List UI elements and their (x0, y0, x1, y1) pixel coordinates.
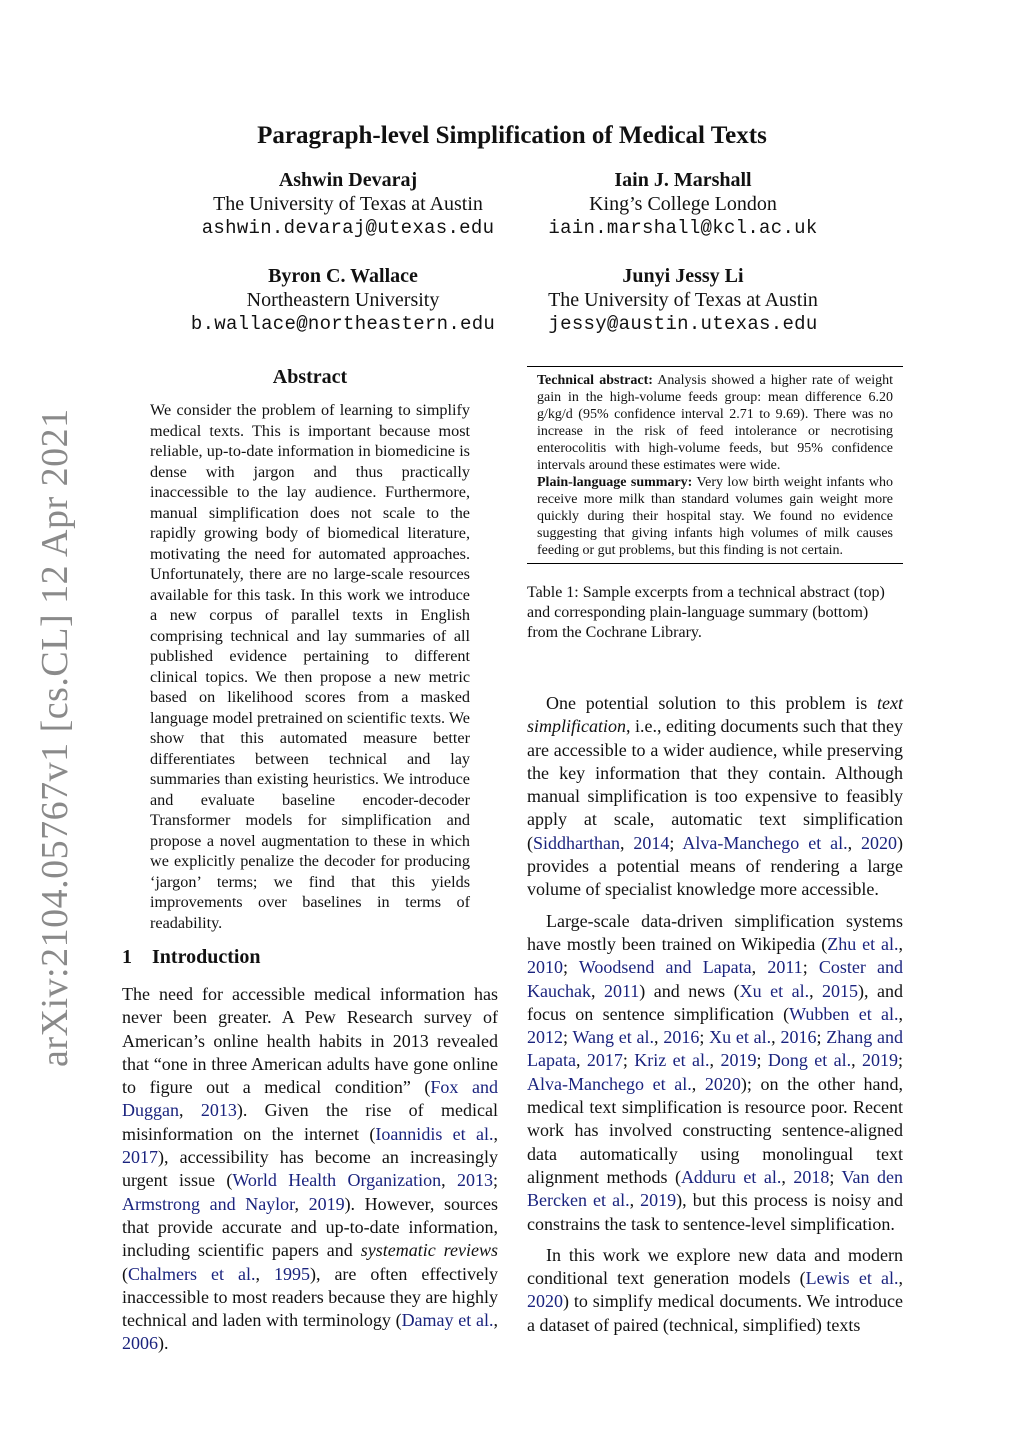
citation-link[interactable]: Wubben et al. (789, 1003, 899, 1024)
citation-link[interactable]: Coster and Kauchak (527, 957, 904, 1001)
paragraph-text: , (620, 832, 634, 853)
citation-link[interactable]: Woodsend and Lapata (578, 957, 752, 978)
paragraph-text: ), are often effectively inaccessible to most readers because they are highly technical and laden with terminology ( (122, 1263, 499, 1331)
paragraph-text: , (441, 1170, 457, 1191)
paragraph-text: Large-scale data-driven simplification systems have mostly been trained on Wikipedia ( (527, 910, 903, 954)
author-email[interactable]: jessy@austin.utexas.edu (548, 313, 818, 335)
paragraph-text: , (709, 1050, 721, 1071)
table-1 (527, 366, 903, 564)
intro-column-right (527, 692, 903, 1345)
paragraph-text: , (179, 1100, 201, 1121)
paragraph (527, 910, 903, 1236)
citation-link[interactable]: Fox and Duggan (122, 1077, 499, 1121)
citation-link[interactable]: Dong et al. (767, 1050, 852, 1071)
citation-link[interactable]: 2013 (200, 1100, 237, 1121)
citation-link[interactable]: 2011 (603, 980, 640, 1001)
citation-link[interactable]: Armstrong and Naylor (122, 1193, 295, 1214)
citation-link[interactable]: Alva-Manchego et al. (682, 832, 848, 853)
citation-link[interactable]: 2010 (527, 957, 563, 978)
author-email[interactable]: ashwin.devaraj@utexas.edu (201, 217, 495, 239)
intro-column-left (122, 983, 498, 1356)
paragraph-text: ). Given the rise of medical misinformation on the internet ( (122, 1100, 498, 1144)
citation-link[interactable]: 2018 (793, 1166, 830, 1187)
table-row-plain (537, 474, 893, 559)
paragraph-text: ; (669, 832, 683, 853)
paragraph-text: , (898, 933, 903, 954)
author-name: Iain J. Marshall (614, 169, 752, 191)
citation-link[interactable]: 2019 (862, 1050, 899, 1071)
paragraph-text: In this work we explore new data and modern conditional text generation models ( (527, 1244, 903, 1289)
citation-link[interactable]: World Health Organization (232, 1170, 442, 1191)
abstract-text: We consider the problem of learning to simplify medical texts. This is important because most reliable, up-to-date information in biomedicine is dense with jargon and thus practically inaccessible to the lay audience. Furthermore, manual simplification does not scale to the rapidly growing body of biomedical literature, motivating the need for automated approaches. Unfortunately, there are no large-scale resources available for this task. In this work we introduce a new corpus of parallel texts in English comprising technical and lay summaries of all published evidence pertaining to different clinical topics. We then propose a new metric based on likelihood scores from a masked language model pretrained on scientific texts. We show that this automated measure better differentiates between technical and lay summaries than existing heuristics. We introduce and evaluate baseline encoder-decoder Transformer models for simplification and propose a novel augmentation to these in which we explicitly penalize the decoder for producing ‘jargon’ terms; we find that this yields improvements over baselines in terms of readability. (150, 401, 470, 932)
paragraph-text: ). (158, 1333, 169, 1354)
author-affiliation: The University of Texas at Austin (213, 193, 483, 215)
citation-link[interactable]: 2017 (586, 1050, 623, 1071)
table-row-technical (537, 372, 893, 474)
table-text-technical: Analysis showed a higher rate of weight gain in the high-volume feeds group: mean difference 6.20 g/kg/d (95% confidence interval 2.71 to 9.69). There was no increase in the risk of feed intolerance or necrotising enterocolitis with high-volume feeds, but 95% confidence intervals around these estimates were wide. (537, 373, 893, 473)
paragraph-text: The need for accessible medical information has never been greater. A Pew Research survey of American’s online health habits in 2013 revealed that “one in three American adults have gone online to figure out a medical condition” ( (122, 984, 498, 1098)
paragraph-text: ; (816, 1027, 827, 1048)
citation-link[interactable]: Van den Bercken et al. (527, 1166, 903, 1211)
author-block (523, 264, 843, 336)
author-block (188, 168, 508, 240)
paragraph-text: ; (756, 1050, 768, 1071)
table-text-plain: Very low birth weight infants who receive more milk than standard volumes gain weight more quickly during their hospital stay. We found no evidence suggesting that giving infants high volumes of milk causes feeding or gut problems, but this finding is not certain. (537, 475, 893, 558)
citation-link[interactable]: 2017 (122, 1147, 158, 1168)
section-title: Introduction (152, 946, 261, 968)
section-heading (122, 946, 261, 969)
table-label-technical: Technical abstract: (537, 373, 653, 388)
citation-link[interactable]: Xu et al. (709, 1027, 772, 1048)
emphasis-text: systematic reviews (360, 1240, 498, 1261)
citation-link[interactable]: 2006 (122, 1333, 158, 1354)
paragraph-text: , (898, 1268, 903, 1289)
abstract-heading: Abstract (272, 366, 348, 388)
citation-link[interactable]: 2013 (457, 1170, 493, 1191)
paragraph-text: , (255, 1263, 274, 1284)
paragraph-text: , (629, 1190, 641, 1211)
paragraph-text: ) and news ( (639, 980, 740, 1001)
citation-link[interactable]: 2020 (861, 832, 898, 853)
paragraph-text: , (847, 832, 862, 853)
paragraph-text: ), accessibility has become an increasingly urgent issue ( (122, 1147, 498, 1191)
citation-link[interactable]: 2012 (527, 1027, 563, 1048)
paragraph-text: One potential solution to this problem is (546, 693, 878, 713)
paragraph-text: , (851, 1050, 863, 1071)
citation-link[interactable]: Kriz et al. (634, 1050, 710, 1071)
section-number: 1 (122, 946, 132, 968)
paragraph (122, 983, 498, 1356)
citation-link[interactable]: 2016 (780, 1027, 817, 1048)
table-label-plain: Plain-language summary: (537, 475, 693, 490)
citation-link[interactable]: Zhang and Lapata (527, 1027, 903, 1071)
paragraph-text: ; (829, 1166, 842, 1187)
citation-link[interactable]: Wang et al. (572, 1027, 655, 1048)
table-caption: Table 1: Sample excerpts from a technical abstract (top) and corresponding plain-language summary (bottom) from the Cochrane Library. (527, 584, 885, 641)
citation-link[interactable]: Xu et al. (739, 980, 810, 1001)
paragraph-text: , (294, 1193, 309, 1214)
author-email[interactable]: b.wallace@northeastern.edu (190, 313, 496, 335)
paragraph-text: ) provides a potential means of rendering a large volume of specialist knowledge more accessible. (527, 832, 904, 900)
citation-link[interactable]: 2019 (640, 1190, 677, 1211)
author-affiliation: Northeastern University (246, 289, 440, 311)
paper-title: Paragraph-level Simplification of Medical Texts (257, 122, 767, 149)
author-affiliation: King’s College London (589, 193, 777, 215)
paragraph-text: , (751, 957, 768, 978)
paragraph-text: ; (563, 1027, 573, 1048)
paragraph-text: , (781, 1166, 794, 1187)
author-block (168, 264, 518, 336)
paragraph-text: ; (802, 957, 819, 978)
paragraph-text: ; (563, 957, 579, 978)
paragraph-text: ; (493, 1170, 499, 1191)
paragraph-text: ; (699, 1027, 710, 1048)
citation-link[interactable]: 2019 (720, 1050, 757, 1071)
paragraph-text: , (654, 1027, 664, 1048)
arxiv-identifier: arXiv:2104.05767v1 [cs.CL] 12 Apr 2021 (34, 408, 76, 1067)
paragraph-text: ). However, sources that provide accurate and up-to-date information, including scientific papers and (122, 1193, 498, 1261)
citation-link[interactable]: 2016 (663, 1027, 700, 1048)
paragraph-text: ), but this process is noisy and constrains the task to sentence-level simplification. (527, 1190, 903, 1234)
author-email[interactable]: iain.marshall@kcl.ac.uk (548, 217, 818, 239)
paragraph-text: , (575, 1050, 587, 1071)
author-name: Byron C. Wallace (268, 265, 418, 287)
author-name: Junyi Jessy Li (622, 265, 744, 287)
citation-link[interactable]: 2019 (308, 1193, 345, 1214)
citation-link[interactable]: 2014 (633, 832, 670, 853)
citation-link[interactable]: 1995 (273, 1263, 310, 1284)
citation-link[interactable]: 2011 (767, 957, 803, 978)
citation-link[interactable]: Siddharthan (533, 832, 620, 853)
citation-link[interactable]: Lewis et al. (805, 1268, 899, 1289)
author-affiliation: The University of Texas at Austin (548, 289, 818, 311)
citation-link[interactable]: 2020 (704, 1073, 741, 1094)
citation-link[interactable]: Alva-Manchego et al. (527, 1073, 692, 1094)
paragraph-text: ), and focus on sentence simplification ( (527, 980, 903, 1024)
citation-link[interactable]: Adduru et al. (680, 1166, 782, 1187)
citation-link[interactable]: 2015 (822, 980, 859, 1001)
paragraph-text: ); on the other hand, medical text simplification is resource poor. Recent work has involved constructing sentence-aligned data automatically using monolingual text alignment methods ( (527, 1073, 903, 1187)
paragraph (527, 692, 903, 902)
paragraph-text: , (898, 1003, 903, 1024)
citation-link[interactable]: 2020 (527, 1291, 563, 1312)
paragraph-text: , (691, 1073, 705, 1094)
citation-link[interactable]: Zhu et al. (827, 933, 899, 954)
paragraph-text: ; (898, 1050, 904, 1071)
author-name: Ashwin Devaraj (278, 169, 418, 191)
emphasis-text: text simplification (527, 693, 903, 737)
paragraph-text: , (590, 980, 604, 1001)
paragraph-text: , i.e., editing documents such that they are accessible to a wider audience, while preserving the key information that they contain. Although manual simplification is too expensive to feasibly apply at scale, automatic text simplification ( (527, 716, 903, 853)
paragraph-text: ; (622, 1050, 635, 1071)
paragraph-text: , (493, 1123, 498, 1144)
paragraph (527, 1244, 903, 1337)
paragraph-text: , (493, 1310, 498, 1331)
paragraph-text: ( (122, 1263, 128, 1284)
citation-link[interactable]: Ioannidis et al. (375, 1123, 494, 1144)
paragraph-text: ) to simplify medical documents. We introduce a dataset of paired (technical, simplified) texts (527, 1291, 903, 1335)
author-block (523, 168, 843, 240)
paragraph-text: , (809, 980, 823, 1001)
paragraph-text: , (771, 1027, 781, 1048)
citation-link[interactable]: Chalmers et al. (128, 1263, 256, 1284)
citation-link[interactable]: Damay et al. (401, 1310, 494, 1331)
